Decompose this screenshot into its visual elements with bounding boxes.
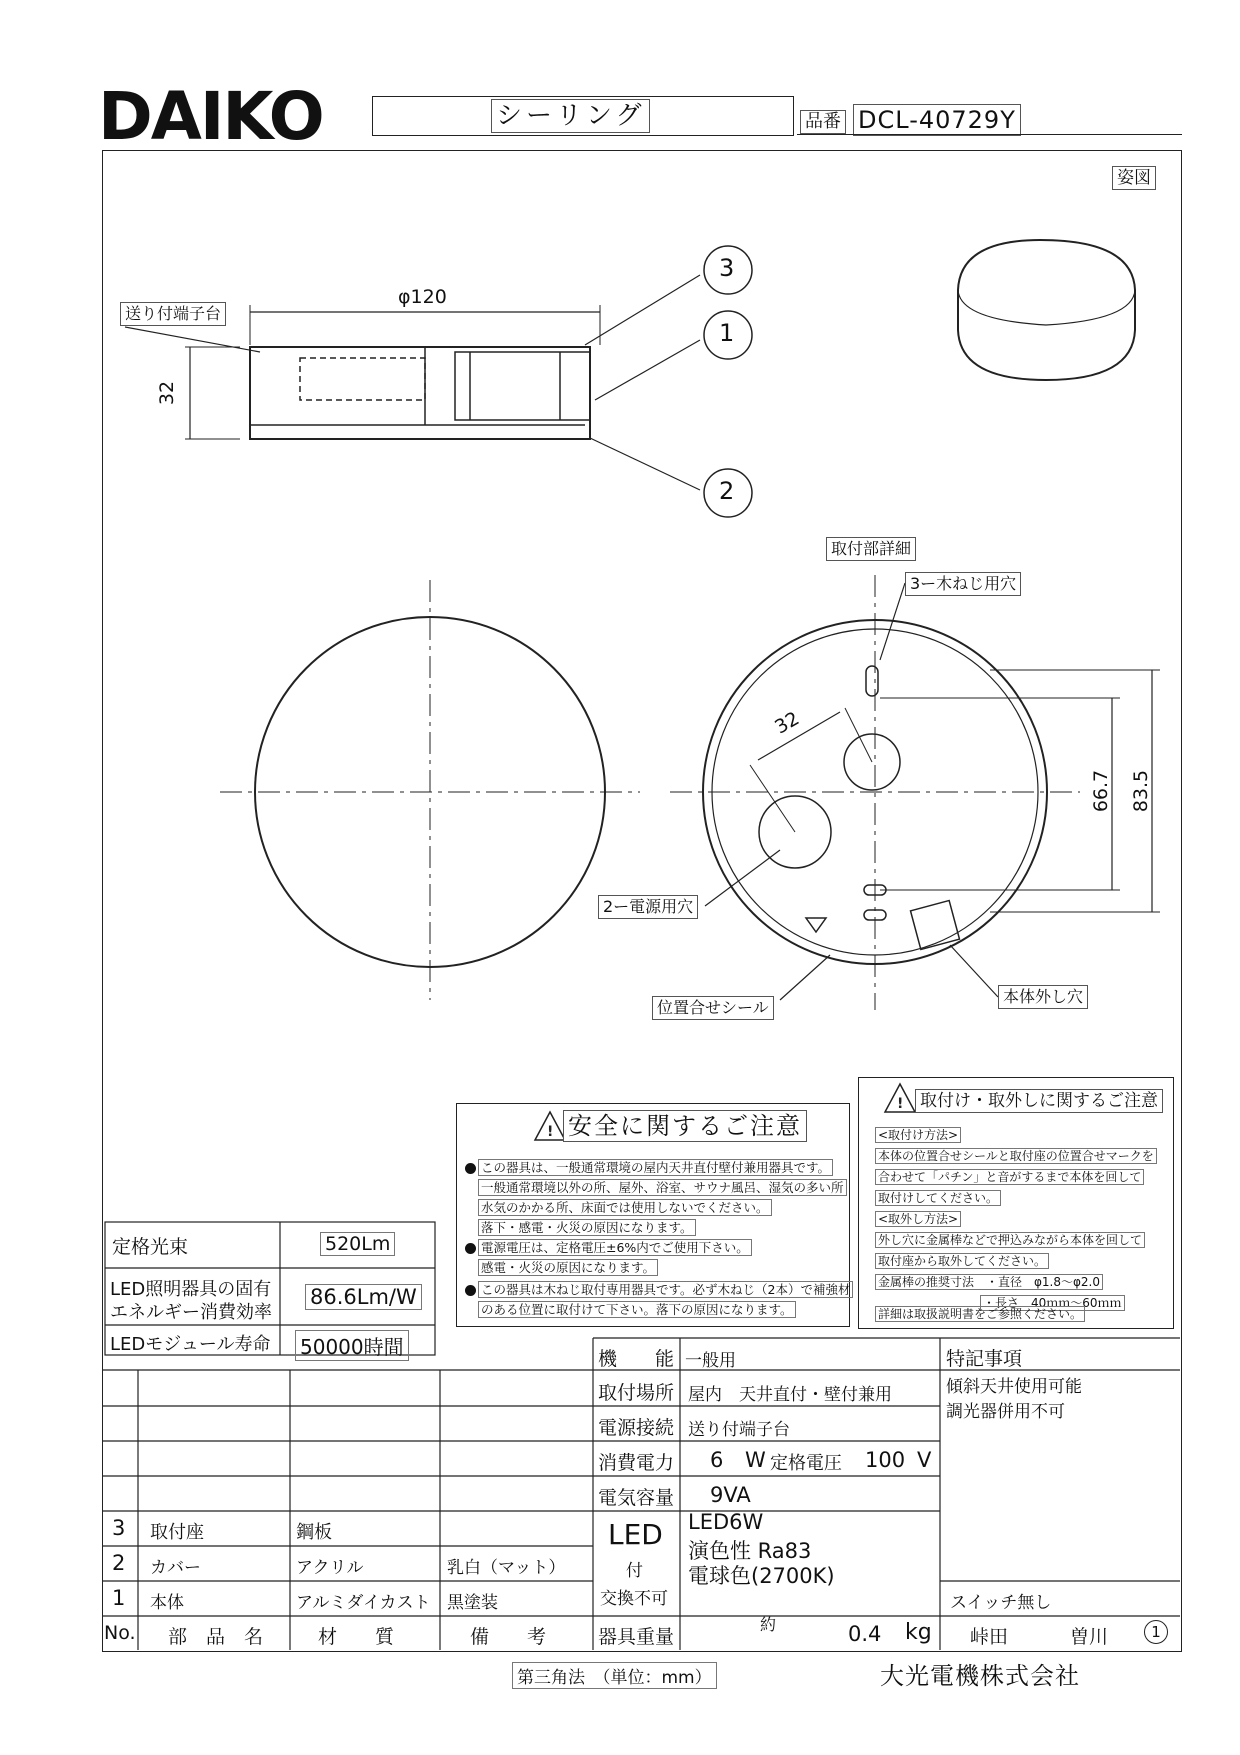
spec-label-location: 取付場所 (598, 1382, 675, 1404)
part-note: 黒塗装 (447, 1593, 498, 1613)
safety-line: のある位置に取付けて下さい。落下の原因になります。 (478, 1300, 796, 1320)
screw-hole-label: 3ー木ねじ用穴 (905, 572, 1021, 596)
part-marker-2: 2 (719, 477, 735, 505)
install-line: 合わせて「パチン」と音がするまで本体を回して (875, 1167, 1144, 1187)
rating-value-eff: 86.6Lm/W (305, 1284, 422, 1310)
parts-header-note: 備 考 (470, 1626, 547, 1648)
spec-label-weight: 器具重量 (598, 1626, 675, 1648)
release-hole-label: 本体外し穴 (998, 985, 1088, 1009)
install-title: 取付け・取外しに関するご注意 (915, 1089, 1163, 1113)
remarks-item: 調光器併用不可 (946, 1402, 1065, 1422)
spec-label-led-sub: 付 (626, 1561, 643, 1581)
spec-unit-power: W (745, 1448, 766, 1472)
projection-note: 第三角法 （単位：mm） (512, 1662, 717, 1689)
install-line: 本体の位置合せシールと取付座の位置合せマークを (875, 1146, 1157, 1166)
spec-label-voltage: 定格電圧 (770, 1453, 842, 1474)
spec-value-led-1: LED6W (688, 1510, 764, 1534)
install-line: 取付座から取外してください。 (875, 1251, 1049, 1271)
part-no: 2 (112, 1551, 126, 1575)
install-line: 取付けしてください。 (875, 1188, 1001, 1208)
part-name: カバー (150, 1558, 201, 1578)
safety-line: 電源電圧は、定格電圧±6%内でご使用下さい。 (478, 1238, 752, 1258)
rating-value-flux: 520Lm (320, 1232, 395, 1256)
dim-83-5: 83.5 (1130, 769, 1153, 813)
install-line: <取外し方法> (875, 1209, 961, 1229)
install-line: 詳細は取扱説明書をご参照ください。 (875, 1304, 1085, 1324)
dim-32-plan: 32 (771, 707, 804, 739)
parts-header-no: No. (104, 1622, 136, 1644)
part-material: アルミダイカスト (296, 1593, 431, 1613)
spec-label-led-note: 交換不可 (600, 1589, 668, 1609)
align-seal-label: 位置合せシール (652, 996, 774, 1020)
spec-value-location: 屋内 天井直付・壁付兼用 (688, 1385, 892, 1405)
spec-value-led-2: 演色性 Ra83 (688, 1539, 812, 1563)
parts-header-name: 部 品 名 (168, 1626, 264, 1648)
spec-value-function: 一般用 (685, 1351, 736, 1371)
diameter-dimension: φ120 (398, 286, 447, 308)
daiko-logo: DAIKO (98, 78, 323, 155)
part-no: 3 (112, 1516, 126, 1540)
part-no-label: 品番 (800, 110, 846, 134)
terminal-label: 送り付端子台 (120, 302, 226, 326)
part-marker-1: 1 (719, 319, 735, 347)
signature-1: 峠田 (970, 1626, 1009, 1648)
safety-line: 水気のかかる所、床面では使用しないでください。 (478, 1198, 772, 1218)
install-line: ・長さ 40ｍｍ～60ｍｍ (980, 1293, 1125, 1313)
svg-text:!: ! (897, 1096, 904, 1112)
rating-label-eff2: エネルギー消費効率 (110, 1302, 272, 1323)
spec-label-capacity: 電気容量 (598, 1487, 675, 1509)
revision-mark: 1 (1144, 1620, 1168, 1644)
install-line: <取付け方法> (875, 1125, 961, 1145)
rating-label-flux: 定格光束 (112, 1236, 189, 1258)
install-line: 外し穴に金属棒などで押込みながら本体を回して (875, 1230, 1145, 1250)
spec-label-power: 消費電力 (598, 1452, 675, 1474)
part-no: DCL-40729Y (853, 104, 1021, 136)
safety-line: この器具は、一般通常環境の屋内天井直付壁付兼用器具です。 (478, 1158, 833, 1178)
mount-detail-label: 取付部詳細 (826, 537, 916, 561)
spec-value-power: 6 (710, 1448, 724, 1472)
part-name: 取付座 (150, 1522, 204, 1543)
remarks-switch: スイッチ無し (950, 1593, 1052, 1613)
parts-header-material: 材 質 (318, 1626, 395, 1648)
safety-line: 感電・火災の原因になります。 (478, 1258, 658, 1278)
remarks-title: 特記事項 (946, 1348, 1023, 1370)
safety-title: 安全に関するご注意 (563, 1110, 807, 1142)
company-name: 大光電機株式会社 (880, 1662, 1080, 1690)
spec-value-weight: 0.4 (848, 1622, 882, 1646)
part-material: 鋼板 (296, 1522, 332, 1543)
part-note: 乳白（マット） (447, 1558, 566, 1578)
height-dimension: 32 (156, 380, 179, 406)
spec-unit-voltage: V (917, 1448, 932, 1472)
rating-label-life: LEDモジュール寿命 (110, 1334, 271, 1355)
spec-value-led-3: 電球色(2700K) (688, 1564, 835, 1588)
part-marker-3: 3 (719, 254, 735, 282)
svg-text:!: ! (547, 1124, 554, 1140)
category-title: シーリング (491, 99, 650, 133)
install-line: 金属棒の推奨寸法 ・直径 φ1.8～φ2.0 (875, 1272, 1103, 1292)
spec-value-voltage: 100 (865, 1448, 906, 1472)
remarks-item: 傾斜天井使用可能 (946, 1377, 1082, 1397)
part-no: 1 (112, 1586, 126, 1610)
spec-value-capacity: 9VA (710, 1483, 751, 1507)
spec-value-connection: 送り付端子台 (688, 1420, 790, 1440)
rating-value-life: 50000時間 (295, 1330, 409, 1361)
part-name: 本体 (150, 1593, 184, 1613)
spec-unit-weight: kg (905, 1620, 932, 1645)
spec-label-connection: 電源接続 (598, 1417, 675, 1439)
power-hole-label: 2ー電源用穴 (598, 895, 698, 919)
spec-label-led: LED (608, 1518, 663, 1551)
signature-2: 曽川 (1070, 1626, 1109, 1648)
safety-line: 落下・感電・火災の原因になります。 (478, 1218, 696, 1238)
rating-label-eff1: LED照明器具の固有 (110, 1279, 272, 1300)
dim-66-7: 66.7 (1090, 769, 1113, 813)
safety-line: この器具は木ねじ取付専用器具です。必ず木ねじ（2本）で補強材 (478, 1280, 853, 1300)
spec-weight-approx: 約 (760, 1615, 777, 1634)
safety-line: 一般通常環境以外の所、屋外、浴室、サウナ風呂、湿気の多い所 (478, 1178, 847, 1198)
spec-label-function: 機 能 (598, 1348, 675, 1370)
view-label: 姿図 (1112, 166, 1156, 190)
part-material: アクリル (296, 1558, 364, 1578)
